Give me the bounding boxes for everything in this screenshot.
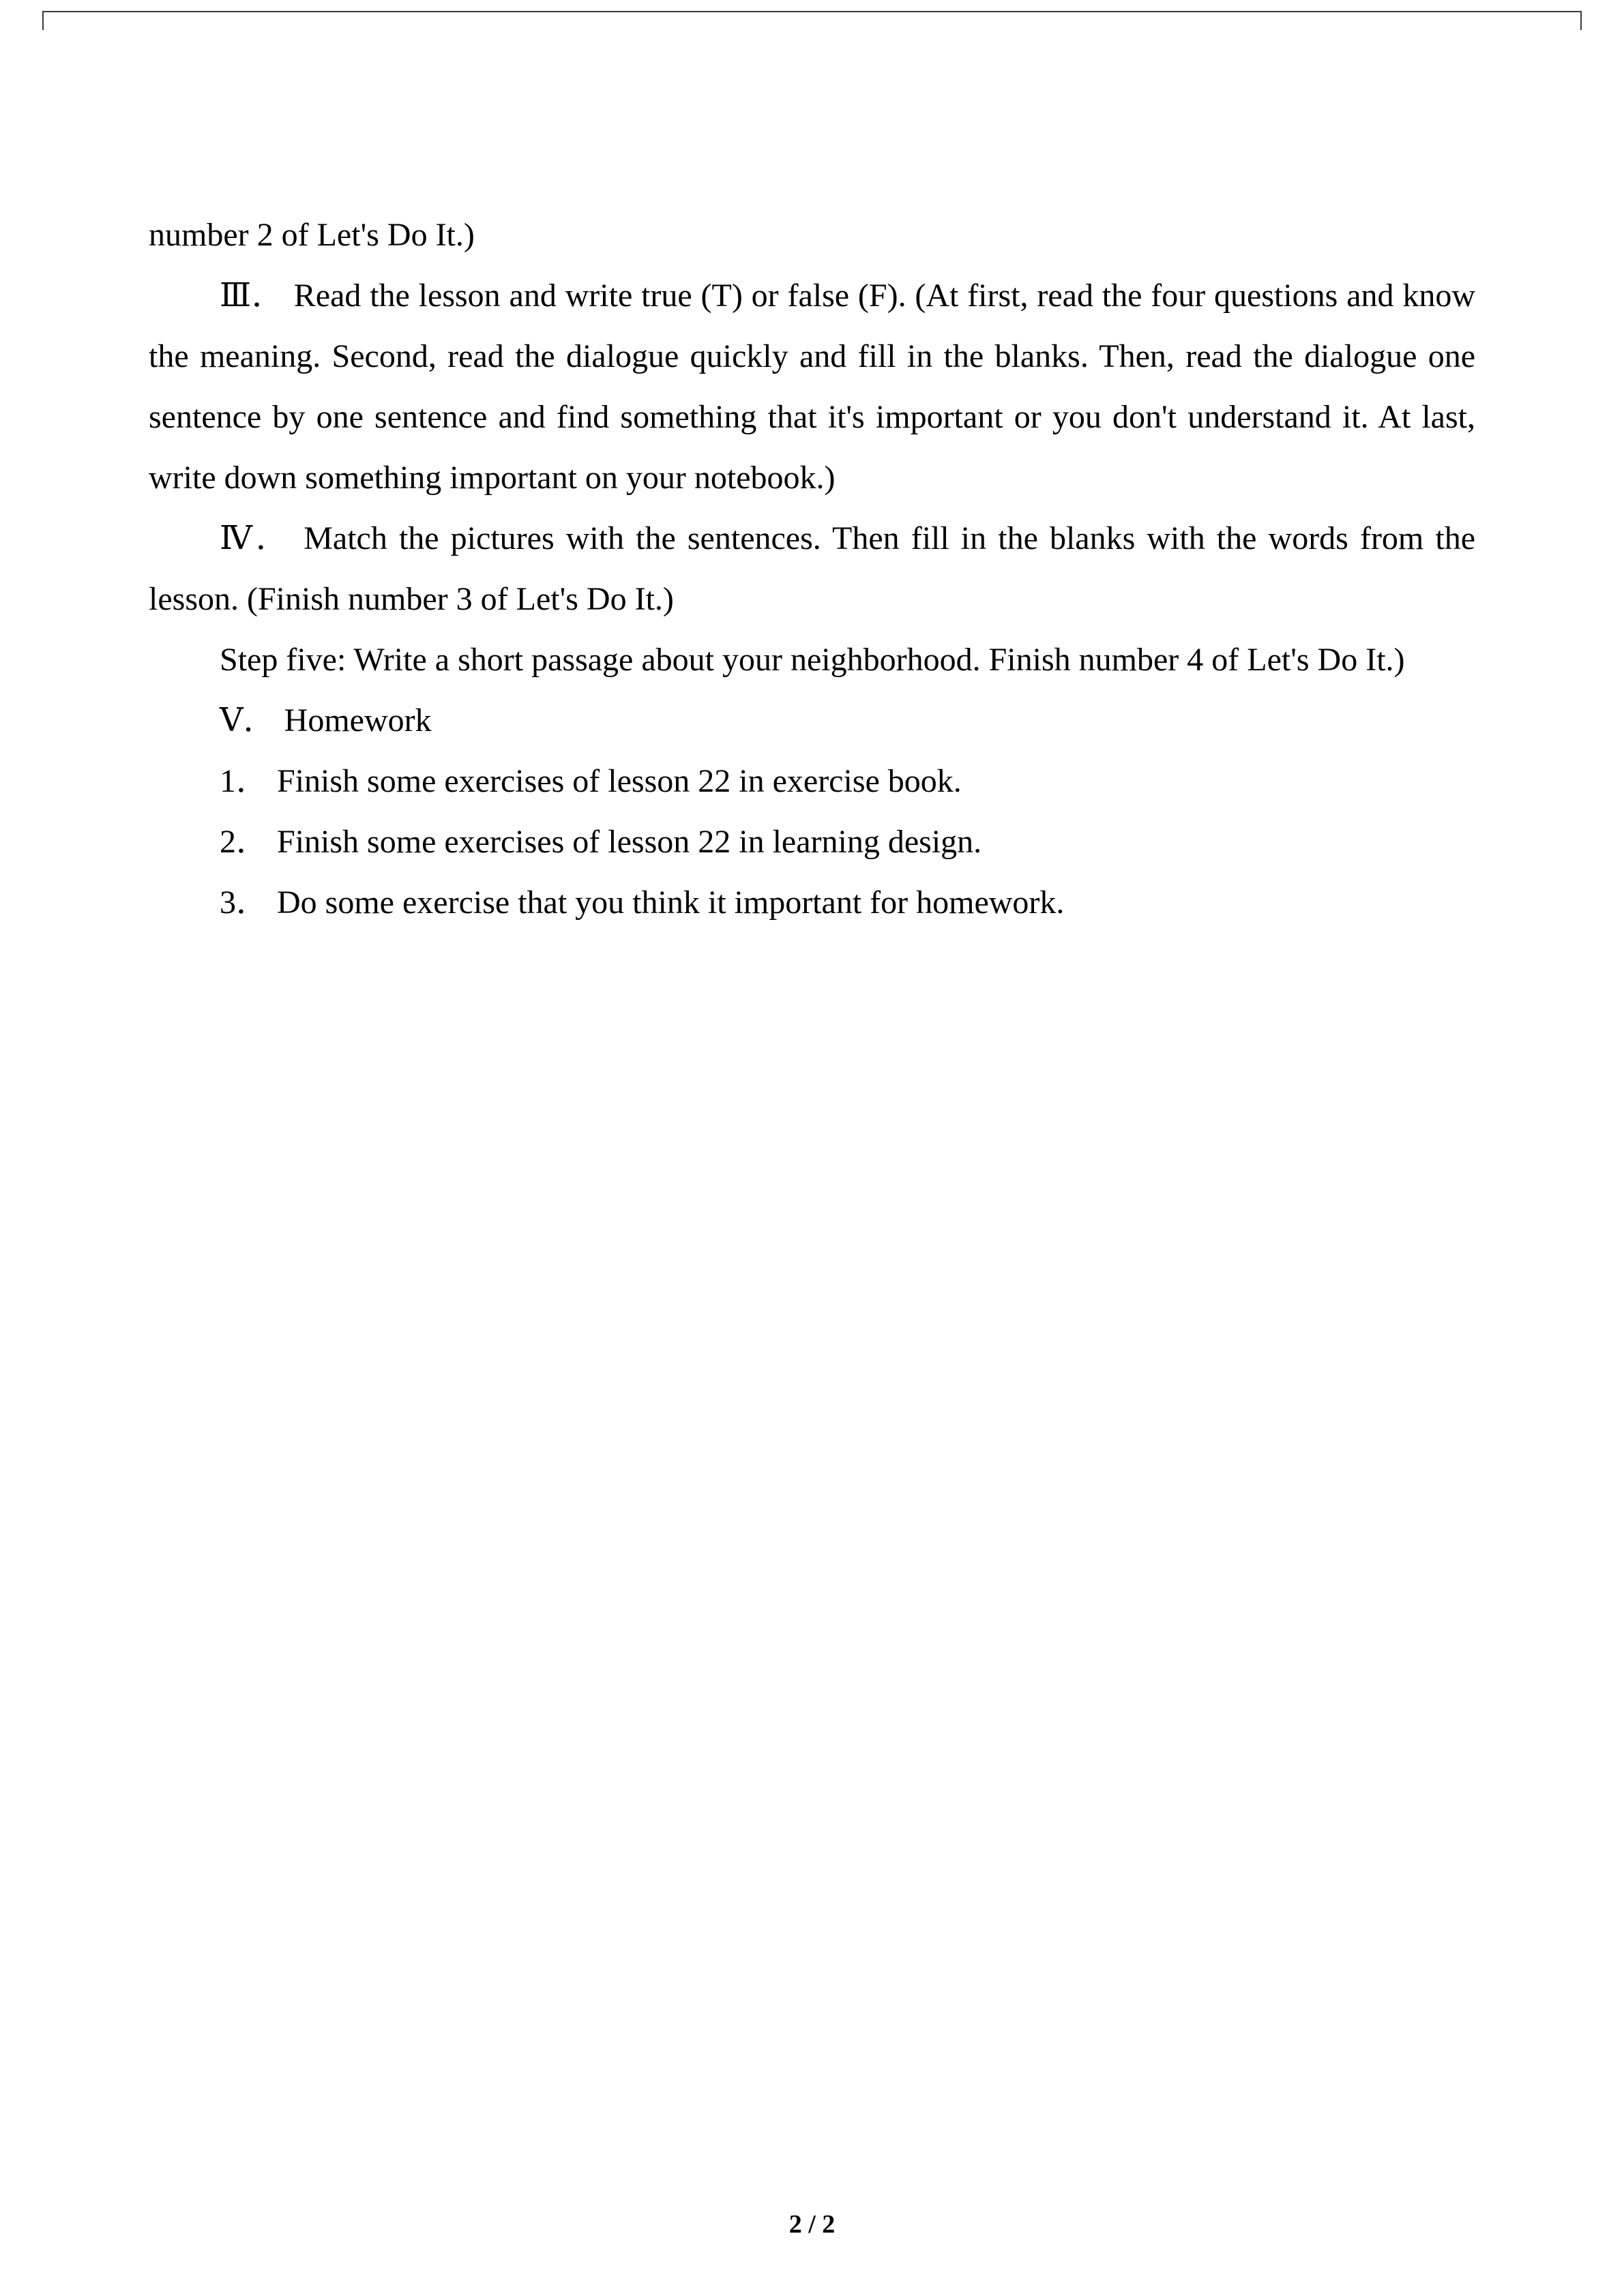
- page-top-border: [42, 11, 1582, 30]
- paragraph-section-4: Ⅳ． Match the pictures with the sentences. Then fill in the blanks with the words from the lesson. (Finish number 3 of Let's Do It.): [149, 520, 1475, 617]
- paragraph-section-5-homework: Ⅴ． Homework: [220, 702, 432, 739]
- homework-item-3: 3． Do some exercise that you think it important for homework.: [220, 884, 1065, 921]
- paragraph-section-3: Ⅲ． Read the lesson and write true (T) or false (F). (At first, read the four questions and know the meaning. Second, read the dialogue quickly and fill in the blanks. Then, read the dialogue one sentence by one sentence and find something that it's important or you don't understand it. At last, write down something important on your notebook.): [149, 278, 1475, 496]
- paragraph-continuation: number 2 of Let's Do It.): [149, 217, 475, 253]
- paragraph-step-five: Step five: Write a short passage about your neighborhood. Finish number 4 of Let's Do It.): [220, 642, 1405, 678]
- homework-item-2: 2． Finish some exercises of lesson 22 in learning design.: [220, 824, 982, 860]
- document-body: [149, 205, 1475, 933]
- page-number: 2 / 2: [788, 2210, 836, 2239]
- homework-item-1: 1． Finish some exercises of lesson 22 in exercise book.: [220, 763, 962, 799]
